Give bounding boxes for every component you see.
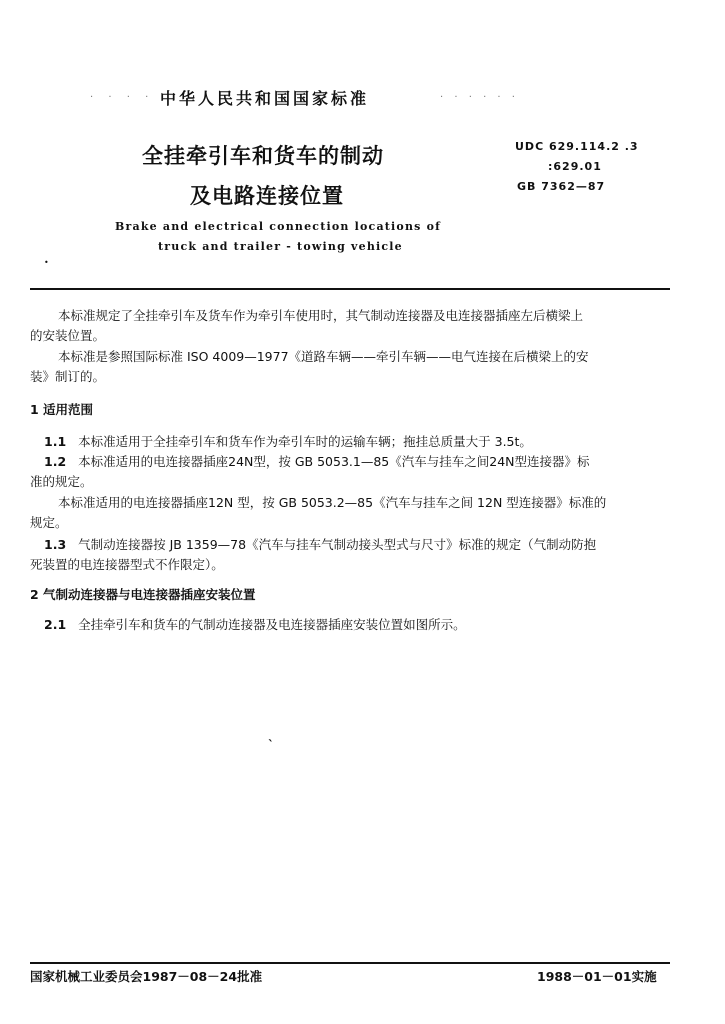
clause-2-1 — [44, 615, 466, 635]
intro-paragraph-2-line-2: 装》制订的。 — [30, 369, 106, 384]
clause-1-2-line-1 — [44, 452, 590, 472]
clause-text: 气制动连接器按 JB 1359—78《汽车与挂车气制动接头型式与尺寸》标准的规定（气制动防抱 — [78, 537, 597, 552]
bottom-divider — [30, 962, 670, 964]
gb-number: GB 7362—87 — [517, 180, 606, 193]
udc-line-1: UDC 629.114.2 .3 — [515, 140, 639, 153]
clause-number: 1.2 — [44, 454, 67, 469]
english-title-line-1: Brake and electrical connection locations of — [115, 220, 442, 233]
english-title-line-2: truck and trailer - towing vehicle — [158, 240, 403, 253]
clause-number: 1.1 — [44, 434, 67, 449]
clause-number: 2.1 — [44, 617, 67, 632]
section-1-heading: 1 适用范围 — [30, 402, 94, 417]
clause-text: 全挂牵引车和货车的气制动连接器及电连接器插座安装位置如图所示。 — [78, 617, 466, 632]
title-line-1: 全挂牵引车和货车的制动 — [142, 144, 384, 168]
clause-text: 本标准适用于全挂牵引车和货车作为牵引车时的运输车辆；拖挂总质量大于 3.5t。 — [78, 434, 532, 449]
clause-1-2-line-2: 准的规定。 — [30, 474, 93, 489]
scan-speck: • — [44, 258, 49, 267]
implementation-line: 1988－01－01实施 — [537, 969, 657, 984]
clause-1-2b-line-2: 规定。 — [30, 515, 68, 530]
clause-text: 本标准适用的电连接器插座24N型，按 GB 5053.1—85《汽车与挂车之间24N型连接器》标 — [78, 454, 590, 469]
intro-paragraph-1-line-1: 本标准规定了全挂牵引车及货车作为牵引车使用时，其气制动连接器及电连接器插座左后横梁上 — [58, 308, 584, 323]
scan-speck: ˋ — [268, 738, 274, 752]
clause-1-1 — [44, 432, 532, 452]
intro-paragraph-2-line-1: 本标准是参照国际标准 ISO 4009—1977《道路车辆——牵引车辆——电气连接在后横梁上的安 — [58, 349, 589, 364]
clause-1-2b-line-1: 本标准适用的电连接器插座12N 型，按 GB 5053.2—85《汽车与挂车之间 12N 型连接器》标准的 — [58, 495, 607, 510]
standard-name: 中华人民共和国国家标准 — [160, 89, 370, 108]
udc-line-2: :629.01 — [548, 160, 602, 173]
decorative-dots: · · · · — [90, 92, 155, 103]
clause-1-3-line-1 — [44, 535, 596, 555]
decorative-dots: · · · · · · — [440, 92, 519, 103]
clause-number: 1.3 — [44, 537, 67, 552]
section-2-heading: 2 气制动连接器与电连接器插座安装位置 — [30, 587, 256, 602]
clause-1-3-line-2: 死装置的电连接器型式不作限定）。 — [30, 557, 224, 572]
title-line-2: 及电路连接位置 — [190, 184, 344, 208]
top-divider — [30, 288, 670, 290]
intro-paragraph-1-line-2: 的安装位置。 — [30, 328, 106, 343]
approval-line: 国家机械工业委员会1987－08－24批准 — [30, 969, 263, 984]
